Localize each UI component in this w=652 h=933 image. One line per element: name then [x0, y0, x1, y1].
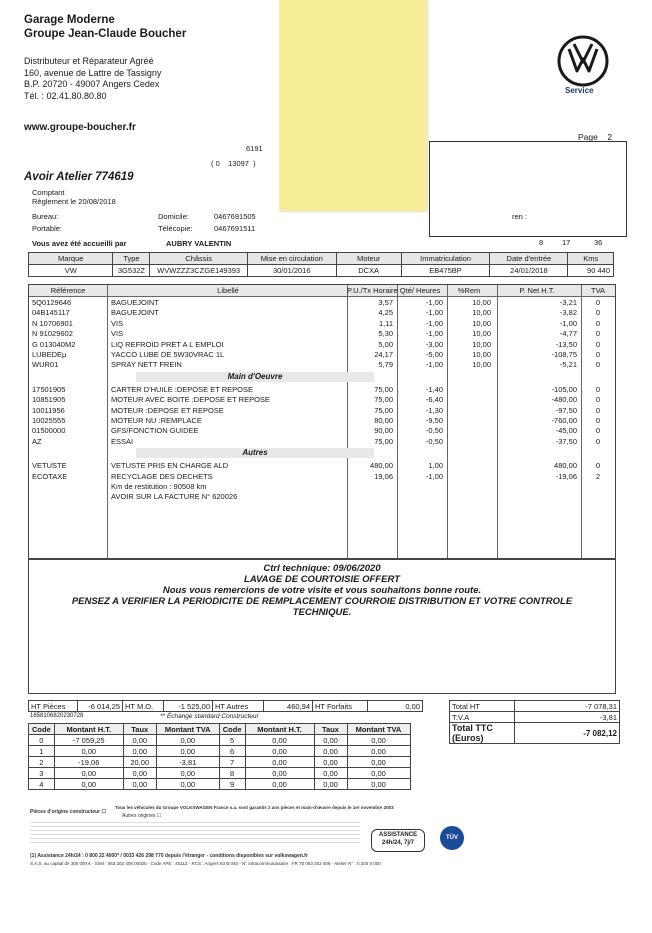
garage-address	[24, 56, 161, 102]
welcome-text: Vous avez été accueilli par	[32, 239, 127, 248]
labour-line-cell: -480,00	[551, 395, 577, 405]
labour-line-cell: 0	[595, 436, 601, 446]
vat-cell: 0,00	[156, 746, 219, 757]
vehicle-value-cell: DCXA	[336, 265, 401, 277]
vat-header-cell: Code	[219, 724, 245, 735]
part-line-cell: LUBEDEμ	[32, 350, 67, 359]
labour-line-cell: 0	[595, 395, 601, 405]
vehicle-value-cell: WVWZZZ3CZGE149393	[150, 265, 247, 277]
labour-line-cell: 0	[595, 416, 601, 425]
part-line-cell: -1,00	[425, 329, 443, 339]
part-line-cell: 0	[595, 308, 601, 318]
vat-cell: 0,00	[314, 746, 347, 757]
other-line-cell: 0	[595, 461, 601, 471]
ht-mo-label: HT M.O.	[123, 701, 164, 712]
labour-line-cell: -9,50	[425, 416, 443, 425]
vehicle-header-row	[29, 253, 614, 265]
part-line-cell: -1,00	[425, 318, 443, 328]
part-line-cell: -1,00	[425, 360, 443, 370]
vat-row	[29, 768, 411, 779]
vat-cell: 0,00	[314, 779, 347, 790]
part-line-cell: 10,00	[472, 318, 491, 328]
vat-cell: 0,00	[54, 746, 123, 757]
lines-header-cell: P.U./Tx Horaire	[347, 286, 398, 295]
part-line-cell: 10,00	[472, 308, 491, 318]
labour-line-cell: 01500000	[32, 426, 66, 436]
domicile-label: Domicile:	[158, 212, 189, 221]
part-line-cell: VIS	[111, 318, 124, 328]
address-line: 160, avenue de Lattre de Tassigny	[24, 67, 162, 78]
part-line-cell: 10,00	[472, 298, 491, 307]
lines-header-cell: P. Net H.T.	[519, 286, 555, 295]
part-line-cell: 1,11	[378, 318, 393, 328]
other-line-cell	[447, 472, 491, 481]
part-line-cell: 10,00	[472, 360, 491, 370]
section-labour: Main d'Oeuvre	[136, 372, 374, 382]
part-line-cell: 0	[595, 329, 601, 339]
vat-header-row	[29, 724, 411, 735]
vat-cell: 20,00	[123, 757, 156, 768]
garage-group: Groupe Jean-Claude Boucher	[24, 28, 187, 40]
vat-cell: 0,00	[347, 768, 410, 779]
barcode-number: 1658106820230728	[30, 713, 84, 719]
other-line-cell: 2	[595, 471, 601, 481]
ctrl-technique: Ctrl technique: 09/06/2020	[263, 563, 381, 574]
vehicle-header-cell: Type	[113, 253, 150, 265]
vat-cell: 9	[219, 779, 245, 790]
labour-line-cell	[447, 426, 491, 435]
exchange-note: ** Échange standard Constructeur	[160, 713, 259, 720]
code-b: 17	[562, 238, 571, 247]
vehicle-header-cell: Marque	[29, 253, 113, 265]
part-line-cell: -4,77	[559, 329, 577, 339]
labour-line-cell: 90,00	[374, 426, 393, 436]
labour-line-cell: MOTEUR :DEPOSE ET REPOSE	[111, 405, 224, 415]
part-line-cell: 0	[595, 350, 601, 359]
other-line-cell	[447, 461, 491, 470]
ht-pieces-value: -6 014,25	[78, 701, 123, 712]
invoice-lines-box	[28, 284, 616, 559]
labour-line-cell: -45,00	[555, 426, 577, 436]
vehicle-header-cell: Moteur	[336, 253, 401, 265]
labour-line-cell	[447, 416, 491, 425]
part-line-cell: BAGUEJOINT	[111, 308, 159, 318]
vat-cell: -3,81	[156, 757, 219, 768]
vat-header-cell: Montant H.T.	[245, 724, 314, 735]
labour-line-cell: MOTEUR AVEC BOITE :DEPOSE ET REPOSE	[111, 395, 270, 405]
labour-line-cell: GFS/FONCTION GUIDEE	[111, 426, 199, 436]
vat-cell: 0,00	[123, 735, 156, 746]
vat-cell: 8	[219, 768, 245, 779]
labour-line-cell: AZ	[32, 436, 42, 446]
line-note: AVOIR SUR LA FACTURE N° 620026	[111, 492, 238, 502]
labour-line-cell: 10011956	[32, 405, 65, 415]
labour-line-cell: 75,00	[374, 395, 393, 405]
part-line-cell: -3,82	[559, 308, 577, 318]
vat-header-cell: Montant TVA	[347, 724, 410, 735]
part-line-cell: N 91029602	[32, 329, 73, 339]
other-line-cell: VETUSTE	[32, 461, 67, 471]
part-line-cell: 10,00	[472, 329, 491, 339]
lines-header-cell: %Rem	[457, 286, 481, 295]
ht-forfaits-value: 0,00	[368, 701, 423, 712]
part-line-cell: 0	[595, 298, 601, 307]
part-line-cell: 24,17	[374, 350, 393, 359]
address-line: Distributeur et Réparateur Agréé	[24, 56, 154, 66]
telecopie-number: 0467691511	[214, 224, 256, 233]
labour-line-cell: -0,50	[425, 436, 443, 446]
labour-line-cell: -37,50	[555, 436, 577, 446]
ht-pieces-label: HT Pièces	[29, 701, 78, 712]
other-line-cell: -1,00	[425, 471, 443, 481]
part-line-cell: 5,00	[378, 339, 393, 349]
vehicle-value-cell: 3G532Z	[113, 265, 150, 277]
bureau-label: Bureau:	[32, 212, 59, 221]
code-a: 8	[539, 238, 544, 247]
part-line-cell: LIQ REFROID PRET A L EMPLOI	[111, 339, 224, 349]
brand-service: Service	[565, 86, 594, 95]
totals-band	[28, 700, 423, 712]
vat-header-cell: Code	[29, 724, 55, 735]
vat-row	[29, 735, 411, 746]
page-label: Page	[578, 132, 598, 142]
part-line-cell: -108,75	[551, 350, 577, 359]
other-line-cell: 1,00	[428, 461, 443, 471]
labour-line-cell: -105,00	[551, 384, 577, 394]
ht-mo-value: -1 525,00	[164, 701, 213, 712]
vat-cell: 0,00	[54, 768, 123, 779]
vehicle-value-cell: 24/01/2018	[490, 265, 568, 277]
labour-line-cell: -6,40	[425, 395, 443, 405]
labour-line-cell: 0	[595, 405, 601, 415]
document-title: Avoir Atelier 774619	[24, 171, 134, 183]
assistance-badge: ASSISTANCE 24h/24, 7j/7	[371, 829, 425, 852]
garage-name: Garage Moderne	[24, 14, 115, 26]
labour-line-cell: -1,30	[425, 405, 443, 415]
vehicle-header-cell: Date d'entrée	[490, 253, 568, 265]
domicile-phone: 0467691505	[214, 212, 256, 221]
payment-mode: Comptant	[32, 188, 65, 197]
part-line-cell: 5Q0129646	[32, 298, 72, 307]
doc-number-2	[211, 159, 256, 168]
other-line-cell: -19,06	[555, 471, 577, 481]
garage-header	[24, 13, 186, 41]
vat-cell: 0,00	[314, 735, 347, 746]
other-line-cell: ECOTAXE	[32, 471, 68, 481]
vehicle-value-cell: EB475BP	[401, 265, 490, 277]
vat-cell: 0,00	[123, 779, 156, 790]
part-line-cell: 0	[595, 360, 601, 370]
doc-number-1: 6191	[246, 144, 263, 153]
vat-cell: 5	[219, 735, 245, 746]
vat-cell: 0,00	[245, 779, 314, 790]
part-line-cell: WUR01	[32, 360, 59, 370]
labour-line-cell: 80,00	[374, 416, 393, 425]
labour-line-cell: -1,40	[425, 384, 443, 394]
phone-line: Tél. : 02.41.80.80.80	[24, 90, 107, 101]
vat-cell: 0,00	[156, 735, 219, 746]
part-line-cell: 4,25	[378, 308, 393, 318]
vehicle-header-cell: Mise en circulation	[247, 253, 336, 265]
vehicle-header-cell: Immatriculation	[401, 253, 490, 265]
part-line-cell: -13,50	[555, 339, 577, 349]
part-line-cell: -3,00	[425, 339, 443, 349]
footer-assistance: (1) Assistance 24h/24 : 0 800 22 4000* / 0033 426 298 770 depuis l'étranger - conditions disponibles sur volkswagen.fr	[30, 853, 308, 859]
footer-other-origin: Autres origines ☐	[122, 813, 162, 819]
labour-line-cell: 10025555	[32, 416, 66, 425]
other-line-cell: 19,06	[374, 471, 393, 481]
labour-line-cell	[447, 385, 491, 394]
vat-cell: 0,00	[314, 757, 347, 768]
vehicle-value-cell: 30/01/2016	[247, 265, 336, 277]
vat-row	[29, 757, 411, 768]
footer-warranty: Tous les véhicules du Groupe VOLKSWAGEN France s.a. sont garantis 2 ans pièces et main-d'œuvre depuis le 1er novembre 2003	[115, 805, 394, 810]
ht-forfaits-label: HT Forfaits	[313, 701, 368, 712]
vat-header-cell: Taux	[123, 724, 156, 735]
lines-header-cell: Libellé	[217, 286, 239, 295]
labour-line-cell: -760,00	[551, 416, 577, 425]
website: www.groupe-boucher.fr	[24, 122, 136, 133]
part-line-cell: -3,21	[559, 298, 577, 307]
labour-line-cell: CARTER D'HUILE :DEPOSE ET REPOSE	[111, 384, 254, 394]
other-line-cell: RECYCLAGE DES DECHETS	[111, 471, 213, 481]
part-line-cell: SPRAY NETT FREIN	[111, 360, 182, 370]
vat-cell: 6	[219, 746, 245, 757]
lines-header-cell: TVA	[590, 286, 606, 295]
other-line-cell: 480,00	[554, 461, 577, 471]
vat-cell: 4	[29, 779, 55, 790]
labour-line-cell: 75,00	[374, 384, 393, 394]
vat-cell: 0,00	[245, 768, 314, 779]
other-line-cell: 480,00	[370, 461, 393, 471]
code-c: 36	[594, 238, 603, 247]
labour-line-cell: 75,00	[374, 436, 393, 446]
labour-line-cell	[447, 395, 491, 404]
settlement-date: Règlement le 20/08/2018	[32, 197, 116, 206]
address-line: B.P. 20720 - 49007 Angers Cedex	[24, 79, 160, 89]
other-line-cell: VETUSTE PRIS EN CHARGE ALD	[111, 461, 229, 471]
labour-line-cell: -0,50	[425, 426, 443, 436]
message-thanks: Nous vous remercions de votre visite et vous souhaitons bonne route.	[162, 585, 482, 596]
origin-label: Pièces d'origine constructeur	[30, 809, 101, 815]
lines-header-cell: Référence	[50, 286, 86, 295]
portable-label: Portable:	[32, 224, 63, 233]
labour-line-cell: 17501905	[32, 384, 66, 394]
vat-cell: 0,00	[123, 768, 156, 779]
part-line-cell: -5,00	[425, 350, 443, 359]
vat-header-cell: Taux	[314, 724, 347, 735]
part-line-cell: -1,00	[425, 308, 443, 318]
part-line-cell: 3,57	[378, 298, 393, 307]
vat-cell: 0,00	[347, 757, 410, 768]
part-line-cell: 5,79	[378, 360, 393, 370]
message-reminder: PENSEZ A VERIFIER LA PERIODICITE DE REMPLACEMENT COURROIE DISTRIBUTION ET VOTRE CONTROLE	[71, 596, 573, 607]
doc-number-value: 13097	[228, 159, 249, 168]
grand-totals	[449, 700, 620, 744]
vat-cell: 0,00	[156, 768, 219, 779]
column-divider	[107, 285, 108, 558]
vat-cell: -7 059,25	[54, 735, 123, 746]
vat-cell: 1	[29, 746, 55, 757]
paren: ( 0	[211, 159, 220, 168]
footer-legal: S.A.S. au capital de 300 000 € - Siret : 063 202 408 00025 - Code APE : 4511Z - RCS : Angers 63 B 040 - N° intracommunautaire : FR 70 063 202 408 - Atelier N° : 0 200 8 000	[30, 861, 381, 866]
vat-cell: 0,00	[123, 746, 156, 757]
vat-cell: 7	[219, 757, 245, 768]
labour-line-cell: 10851905	[32, 395, 66, 405]
vat-cell: 0,00	[314, 768, 347, 779]
vehicle-table	[28, 252, 614, 277]
message-reminder-2: TECHNIQUE.	[292, 607, 352, 618]
tuv-badge-icon: TÜV	[440, 826, 464, 850]
part-line-cell: YACCO LUBE DE 5W30VRAC 1L	[111, 350, 225, 359]
vehicle-header-cell: Châssis	[150, 253, 247, 265]
part-line-cell: 10,00	[472, 350, 491, 359]
labour-line-cell: ESSAI	[111, 436, 134, 446]
total-ttc-value: -7 082,12	[515, 723, 620, 744]
vat-header-cell: Montant H.T.	[54, 724, 123, 735]
paren: )	[253, 159, 256, 168]
vat-cell: 2	[29, 757, 55, 768]
vat-cell: 0,00	[54, 779, 123, 790]
footer-origin: Pièces d'origine constructeur ☐	[30, 809, 106, 815]
part-line-cell: 04B145117	[32, 308, 70, 318]
vat-cell: 0,00	[245, 735, 314, 746]
part-line-cell: BAGUEJOINT	[111, 298, 159, 307]
lines-header-cell: Qté/ Heures	[399, 286, 441, 295]
customer-address-box	[429, 141, 627, 237]
vat-cell: 0,00	[156, 779, 219, 790]
line-note: Km de restitution : 90508 km	[111, 482, 207, 491]
vat-cell: 0,00	[347, 779, 410, 790]
vat-table	[28, 723, 411, 790]
labour-line-cell	[447, 406, 491, 415]
part-line-cell: 10,00	[472, 339, 491, 349]
vat-cell: 3	[29, 768, 55, 779]
labour-line-cell: -97,50	[555, 405, 577, 415]
total-ht-label: Total HT	[450, 701, 515, 712]
vat-cell: 0,00	[245, 757, 314, 768]
vat-cell: -19,06	[54, 757, 123, 768]
footer-origin-block	[30, 803, 110, 815]
advisor-name: AUBRY VALENTIN	[166, 239, 232, 248]
part-line-cell: -1,00	[559, 318, 577, 328]
part-line-cell: 0	[595, 318, 601, 328]
ht-autres-label: HT Autres	[213, 701, 264, 712]
tva-label: T.V.A	[450, 712, 515, 723]
part-line-cell: VIS	[111, 329, 124, 339]
part-line-cell: 0	[595, 339, 601, 349]
telecopie-label: Télécopie:	[158, 224, 193, 233]
part-line-cell: -5,21	[559, 360, 577, 370]
labour-line-cell	[447, 437, 491, 446]
other-origin-label: Autres origines	[122, 813, 156, 819]
page-number: 2	[607, 132, 613, 142]
vat-header-cell: Montant TVA	[156, 724, 219, 735]
total-ht-value: -7 078,31	[515, 701, 620, 712]
vat-cell: 0,00	[347, 746, 410, 757]
section-other: Autres	[136, 448, 374, 458]
sticky-note	[279, 0, 427, 211]
vehicle-values-row	[29, 265, 614, 277]
labour-line-cell: 75,00	[374, 405, 393, 415]
message-courtesy: LAVAGE DE COURTOISIE OFFERT	[244, 574, 400, 585]
part-line-cell: 5,30	[378, 329, 393, 339]
total-ttc-label: Total TTC (Euros)	[450, 723, 515, 744]
tva-value: -3,81	[515, 712, 620, 723]
part-line-cell: N 10706901	[32, 318, 73, 328]
part-line-cell: G 013040M2	[32, 339, 76, 349]
vat-row	[29, 779, 411, 790]
ht-autres-value: 460,94	[264, 701, 313, 712]
vat-cell: 0,00	[347, 735, 410, 746]
ren-label: ren :	[512, 212, 528, 221]
messages-box	[28, 559, 616, 694]
vat-cell: 0	[29, 735, 55, 746]
vehicle-value-cell: VW	[29, 265, 113, 277]
labour-line-cell: MOTEUR NU :REMPLACE	[111, 416, 202, 425]
vehicle-value-cell: 90 440	[568, 265, 614, 277]
part-line-cell: -1,00	[425, 298, 443, 307]
vat-row	[29, 746, 411, 757]
vehicle-header-cell: Kms	[568, 253, 614, 265]
labour-line-cell: 0	[595, 426, 601, 436]
vat-cell: 0,00	[245, 746, 314, 757]
vw-logo-icon	[557, 35, 609, 87]
labour-line-cell: 0	[595, 384, 601, 394]
footer-fineprint	[30, 822, 360, 844]
